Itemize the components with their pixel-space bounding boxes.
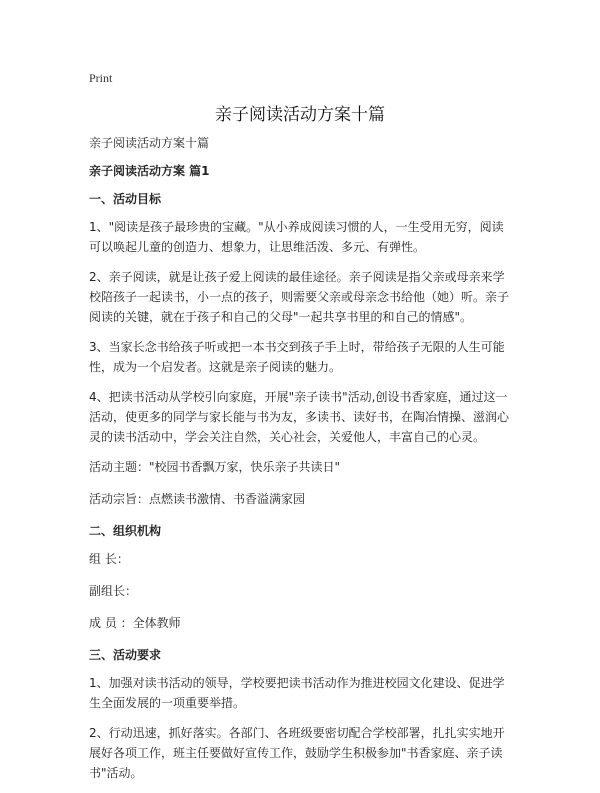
section-heading-requirements: 三、活动要求 — [89, 648, 162, 662]
page-title: 亲子阅读活动方案十篇 — [215, 105, 385, 125]
org-members: 成 员 ：全体教师 — [89, 616, 181, 630]
goals-paragraph-1: 1、"阅读是孩子最珍贵的宝藏。"从小养成阅读习惯的人，一生受用无穷，阅读可以唤起儿童的创造力、想象力，让思维活泼、多元、有弹性。 — [89, 220, 504, 254]
org-vice-leader: 副组长： — [89, 584, 138, 598]
requirements-paragraph-2: 2、行动迅速，抓好落实。各部门、各班级要密切配合学校部署，扎扎实实地开展好各项工作，班主任要做好宣传工作，鼓励学生积极参加"书香家庭、亲子读书"活动。 — [89, 726, 505, 780]
document-body — [89, 133, 514, 793]
print-link[interactable]: Print — [89, 71, 113, 85]
section-heading-goals: 一、活动目标 — [89, 192, 162, 206]
document-subtitle: 亲子阅读活动方案十篇 — [89, 136, 210, 150]
goals-paragraph-3: 3、当家长念书给孩子听或把一本书交到孩子手上时，带给孩子无限的人生可能性，成为一个启发者。这就是亲子阅读的魅力。 — [89, 340, 505, 374]
section-heading-org: 二、组织机构 — [89, 524, 162, 538]
activity-purpose: 活动宗旨：点燃读书激情、书香溢满家园 — [89, 492, 306, 506]
activity-theme: 活动主题："校园书香飘万家，快乐亲子共读日" — [89, 460, 341, 474]
requirements-paragraph-1: 1、加强对读书活动的领导，学校要把读书活动作为推进校园文化建设、促进学生全面发展的一项重要举措。 — [89, 676, 505, 710]
goals-paragraph-4: 4、把读书活动从学校引向家庭，开展"亲子读书"活动,创设书香家庭，通过这一活动，使更多的同学与家长能与书为友，多读书、读好书，在陶冶情操、滋润心灵的读书活动中，学会关注自然，关心社会，关爱他人，丰富自己的心灵。 — [89, 390, 510, 444]
org-leader: 组 长： — [89, 552, 129, 566]
article-heading: 亲子阅读活动方案 篇1 — [89, 164, 210, 178]
goals-paragraph-2: 2、亲子阅读，就是让孩子爱上阅读的最佳途径。亲子阅读是指父亲或母亲来学校陪孩子一起读书，小一点的孩子，则需要父亲或母亲念书给他（她）听。亲子阅读的关键，就在于孩子和自己的父母"一起共享书里的和自己的情感"。 — [89, 270, 510, 324]
